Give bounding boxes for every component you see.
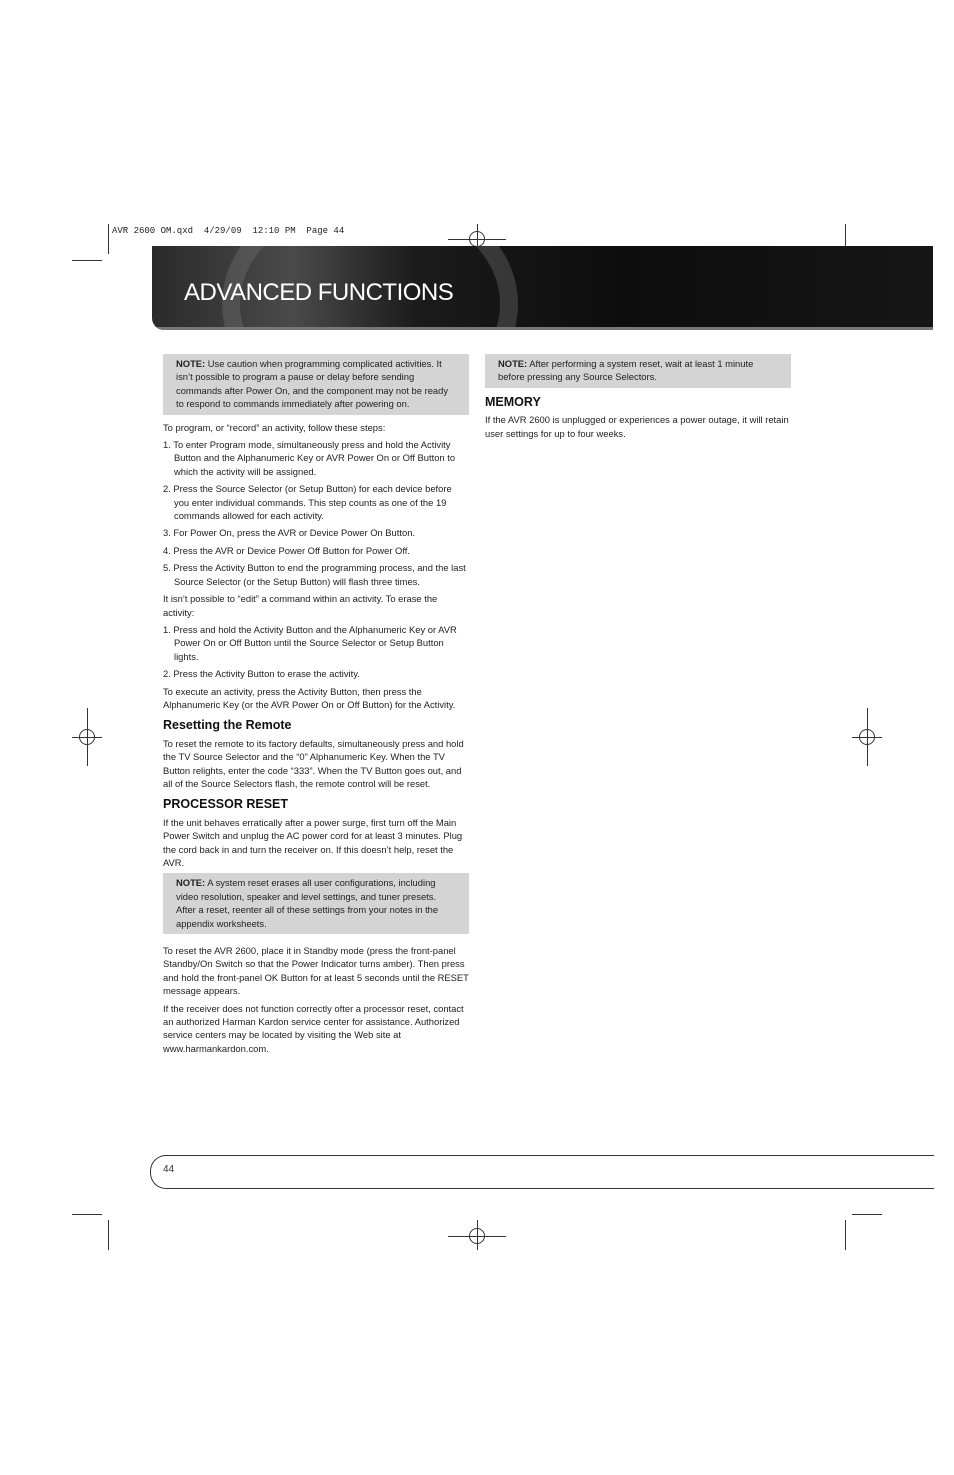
crop-mark (72, 260, 102, 261)
program-steps-list (163, 438, 469, 588)
note-box (485, 354, 791, 388)
note-text: After performing a system reset, wait at least 1 minute before pressing any Source Selectors. (498, 358, 754, 383)
registration-mark (469, 231, 485, 247)
erase-intro: It isn’t possible to “edit” a command within an activity. To erase the activity: (163, 593, 438, 618)
note-label: NOTE: (176, 358, 206, 369)
resetting-heading: Resetting the Remote (163, 718, 292, 733)
note-text: Use caution when programming complicated activities. It isn’t possible to program a pause or delay before sending commands after Power On, and the component may not be ready to respond to commands immediately after powering on. (176, 358, 449, 410)
crop-mark (845, 1220, 846, 1250)
note-text: A system reset erases all user configurations, including video resolution, speaker and level settings, and tuner presets. After a reset, reenter all of these settings from your notes in the appendix worksheets. (176, 877, 439, 929)
program-intro: To program, or “record” an activity, follow these steps: (163, 421, 386, 433)
section-banner (152, 246, 933, 330)
right-column (485, 354, 791, 444)
service-text: If the receiver does not function correctly ofter a processor reset, contact an authorized Harman Kardon service center for assistance. Authorized service centers may be located by visiting the Web site at www.harmankardon.com. (163, 1002, 464, 1054)
list-item: 3. For Power On, press the AVR or Device Power On Button. (163, 527, 416, 539)
registration-mark (469, 1228, 485, 1244)
note-label: NOTE: (498, 358, 528, 369)
banner-rule (152, 327, 933, 330)
registration-mark (859, 729, 875, 745)
crop-mark (852, 1214, 882, 1215)
page-number: 44 (163, 1164, 175, 1175)
slug-line: AVR 2600 OM.qxd 4/29/09 12:10 PM Page 44 (112, 226, 345, 236)
crop-mark (72, 1214, 102, 1215)
note-label: NOTE: (176, 877, 206, 889)
memory-heading: MEMORY (485, 394, 541, 409)
list-item: 2. Press the Source Selector (or Setup Button) for each device before you enter individual commands. This step counts as one of the 19 commands allowed for each activity. (163, 483, 452, 522)
left-column (163, 354, 469, 1059)
list-item: 4. Press the AVR or Device Power Off Button for Power Off. (163, 544, 410, 556)
note-box (163, 873, 469, 934)
list-item: 5. Press the Activity Button to end the programming process, and the last Source Selector (or the Setup Button) will flash three times. (163, 562, 466, 587)
execute-text: To execute an activity, press the Activity Button, then press the Alphanumeric Key (or the AVR Power On or Off Button) for the Activity. (163, 685, 456, 710)
list-item: 2. Press the Activity Button to erase the activity. (163, 668, 360, 680)
list-item: 1. To enter Program mode, simultaneously press and hold the Activity Button and the Alphanumeric Key or AVR Power On or Off Button to which the activity will be assigned. (163, 439, 456, 477)
memory-text: If the AVR 2600 is unplugged or experiences a power outage, it will retain user settings for up to four weeks. (485, 414, 789, 439)
reset-procedure-text: To reset the AVR 2600, place it in Standby mode (press the front-panel Standby/On Switch so that the Power Indicator turns amber). Then press and hold the front-panel OK Button for at least 5 seconds until the RESET message appears. (163, 945, 469, 997)
page-title: ADVANCED FUNCTIONS (184, 279, 454, 306)
note-box (163, 354, 469, 415)
resetting-text: To reset the remote to its factory defaults, simultaneously press and hold the TV Source Selector and the “0” Alphanumeric Key. When the TV Button relights, enter the code “333”. When the TV Button goes out, and all of the Source Selectors flash, the remote control will be reset. (163, 737, 464, 789)
erase-steps-list (163, 623, 469, 681)
processor-heading: PROCESSOR RESET (163, 797, 289, 812)
list-item: 1. Press and hold the Activity Button and the Alphanumeric Key or AVR Power On or Off Button until the Source Selector or Setup Button lights. (163, 623, 457, 662)
registration-mark (79, 729, 95, 745)
crop-mark (108, 1220, 109, 1250)
crop-mark (108, 224, 109, 254)
processor-text: If the unit behaves erratically after a power surge, first turn off the Main Power Switch and unplug the AC power cord for at least 3 minutes. Plug the cord back in and turn the receiver on. If this doesn’t help, reset the AVR. (163, 816, 463, 868)
page-footer (150, 1155, 934, 1189)
